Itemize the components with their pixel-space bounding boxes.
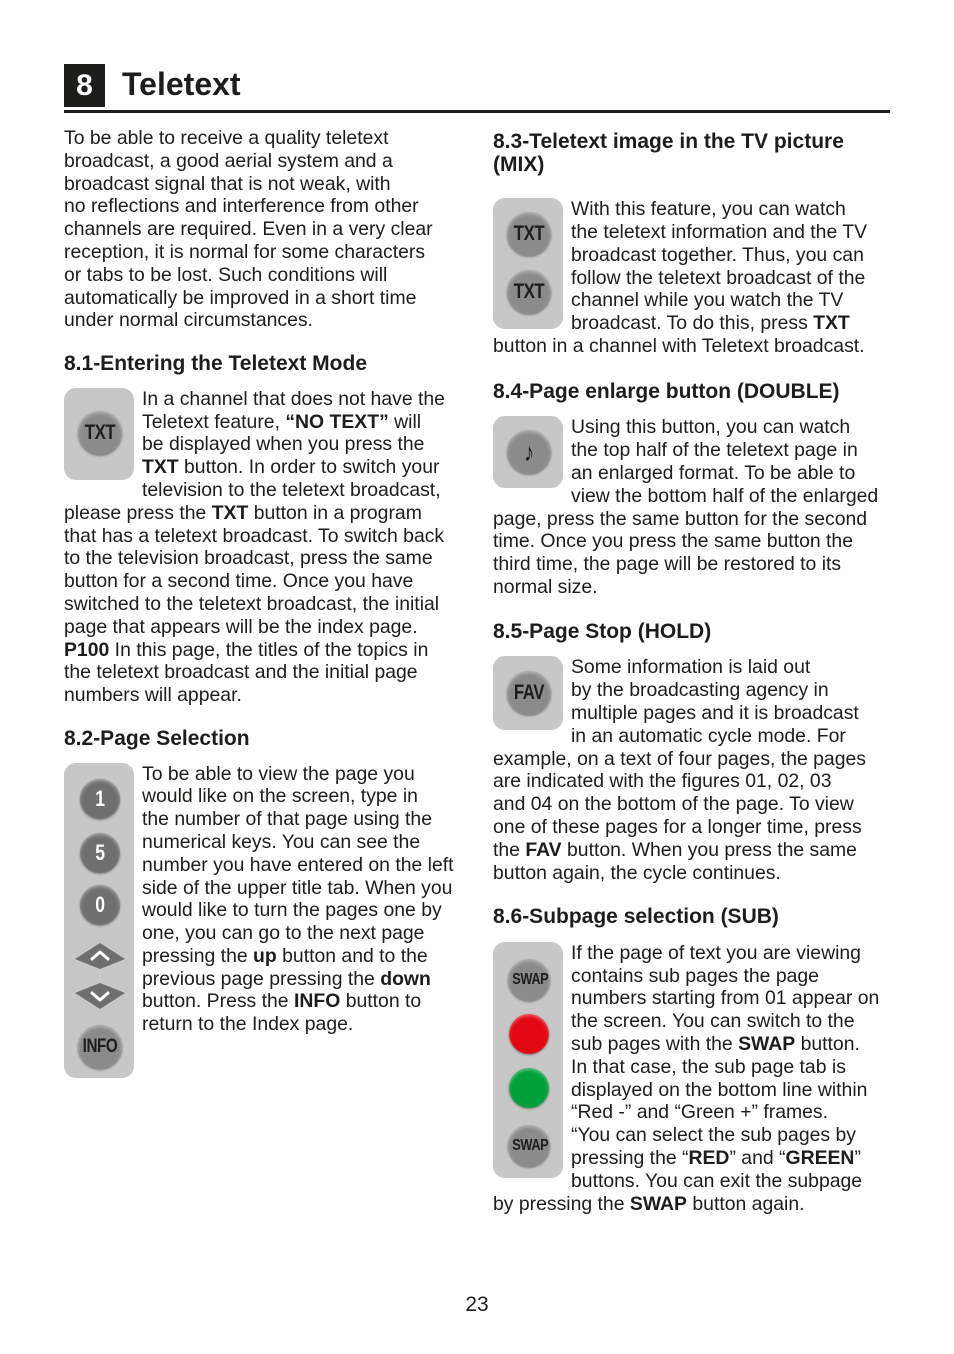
intro-line: broadcast signal that is not weak, with — [64, 172, 391, 195]
text-line: one, you can go to the next page — [142, 922, 425, 945]
text-line: P100 In this page, the titles of the topics in — [64, 638, 429, 661]
text-line: normal size. — [493, 575, 598, 598]
red-button-icon — [509, 1014, 549, 1054]
text-line: the number of that page using the — [142, 808, 432, 831]
text-line: numbers will appear. — [64, 684, 242, 707]
section-8-3-body — [493, 198, 893, 358]
text-line: TXT button. In order to switch your — [142, 456, 440, 479]
text-line: numerical keys. You can see the — [142, 830, 421, 853]
text-line: broadcast. To do this, press TXT — [571, 312, 850, 335]
section-8-6-body — [493, 942, 893, 1216]
intro-line: channels are required. Even in a very clear — [64, 218, 433, 241]
intro-line: automatically be improved in a short time — [64, 286, 417, 309]
txt-button-icon: TXT — [507, 270, 551, 314]
text-line: in an automatic cycle mode. For — [571, 724, 846, 747]
text-line: example, on a text of four pages, the pages — [493, 747, 866, 770]
text-line: page that appears will be the index page. — [64, 615, 418, 638]
text-line: side of the upper title tab. When you — [142, 876, 453, 899]
left-column — [64, 127, 464, 1078]
txt-button-icon: TXT — [78, 411, 122, 455]
intro-line: under normal circumstances. — [64, 309, 313, 332]
intro-line: To be able to receive a quality teletext — [64, 127, 389, 149]
text-line: to the television broadcast, press the same — [64, 547, 433, 570]
text-line: that has a teletext broadcast. To switch back — [64, 524, 445, 547]
swap-button-icon: SWAP — [508, 1125, 550, 1167]
section-8-2-body — [64, 762, 464, 1057]
txt-remote-panel — [64, 388, 134, 480]
text-line: To be able to view the page you — [142, 762, 415, 785]
text-line: view the bottom half of the enlarged — [571, 484, 879, 507]
text-line: and 04 on the bottom of the page. To view — [493, 793, 854, 816]
txt-button-icon: TXT — [507, 212, 551, 256]
text-line: the teletext information and the TV — [571, 220, 868, 243]
text-line: page, press the same button for the second — [493, 507, 868, 530]
section-8-5-body — [493, 656, 893, 884]
text-line: follow the teletext broadcast of the — [571, 266, 866, 289]
music-note-icon: ♪ — [507, 430, 551, 474]
swap-button-icon: SWAP — [508, 959, 550, 1001]
section-title-8-4: 8.4-Page enlarge button (DOUBLE) — [493, 379, 840, 403]
section-title-8-1: 8.1-Entering the Teletext Mode — [64, 352, 367, 376]
section-8-1-body — [64, 388, 464, 707]
numeric-remote-panel — [64, 763, 134, 1078]
text-line: are indicated with the figures 01, 02, 03 — [493, 770, 832, 793]
fav-remote-panel — [493, 656, 563, 730]
text-line: “Red -” and “Green +” frames. — [571, 1101, 829, 1124]
text-line: an enlarged format. To be able to — [571, 461, 856, 484]
green-button-icon — [509, 1068, 549, 1108]
text-line: button again, the cycle continues. — [493, 861, 781, 884]
intro-paragraph — [64, 127, 464, 332]
text-line: channel while you watch the TV — [571, 289, 844, 312]
text-line: pressing the “RED” and “GREEN” — [571, 1147, 861, 1170]
right-column — [493, 131, 893, 1215]
chapter-title: Teletext — [122, 66, 241, 102]
text-line: In a channel that does not have the — [142, 387, 445, 410]
section-title-8-3: 8.3-Teletext image in the TV picture (MIX) — [493, 130, 844, 176]
text-line: Teletext feature, “NO TEXT” will — [142, 410, 422, 433]
fav-button-icon: FAV — [507, 671, 551, 715]
text-line: the top half of the teletext page in — [571, 439, 858, 462]
text-line: With this feature, you can watch — [571, 198, 846, 221]
chapter-number: 8 — [64, 64, 105, 107]
text-line: button. Press the INFO button to — [142, 990, 422, 1013]
text-line: displayed on the bottom line within — [571, 1078, 868, 1101]
text-line: multiple pages and it is broadcast — [571, 701, 859, 724]
chapter-header — [64, 64, 890, 113]
mix-remote-panel — [493, 198, 563, 329]
swap-remote-panel — [493, 942, 563, 1178]
number-1-button-icon: 1 — [80, 779, 120, 819]
text-line: time. Once you press the same button the — [493, 530, 853, 553]
text-line: return to the Index page. — [142, 1013, 354, 1036]
text-line: previous page pressing the down — [142, 967, 431, 990]
text-line: sub pages with the SWAP button. — [571, 1033, 860, 1056]
text-line: numbers starting from 01 appear on — [571, 987, 880, 1010]
text-line: would like to turn the pages one by — [142, 899, 442, 922]
text-line: If the page of text you are viewing — [571, 941, 861, 964]
text-line: “You can select the sub pages by — [571, 1124, 856, 1147]
text-line: number you have entered on the left — [142, 853, 454, 876]
text-line: be displayed when you press the — [142, 433, 425, 456]
text-line: Some information is laid out — [571, 656, 811, 679]
text-line: the teletext broadcast and the initial page — [64, 661, 418, 684]
text-line: please press the TXT button in a program — [64, 501, 422, 524]
number-0-button-icon: 0 — [80, 885, 120, 925]
down-arrow-icon — [71, 981, 129, 1013]
intro-line: broadcast, a good aerial system and a — [64, 149, 393, 172]
text-line: the screen. You can switch to the — [571, 1010, 855, 1033]
up-arrow-icon — [71, 939, 129, 971]
text-line: broadcast together. Thus, you can — [571, 243, 864, 266]
page-number: 23 — [465, 1293, 489, 1316]
text-line: one of these pages for a longer time, press — [493, 815, 862, 838]
text-line: In that case, the sub page tab is — [571, 1055, 846, 1078]
text-line: by pressing the SWAP button again. — [493, 1192, 805, 1215]
double-remote-panel — [493, 416, 563, 488]
text-line: the FAV button. When you press the same — [493, 838, 857, 861]
section-title-8-5: 8.5-Page Stop (HOLD) — [493, 619, 712, 643]
text-line: button for a second time. Once you have — [64, 570, 414, 593]
intro-line: no reflections and interference from other — [64, 195, 419, 218]
text-line: Using this button, you can watch — [571, 416, 851, 439]
text-line: button in a channel with Teletext broadcast. — [493, 334, 865, 357]
text-line: by the broadcasting agency in — [571, 679, 829, 702]
text-line: would like on the screen, type in — [142, 785, 418, 808]
text-line: switched to the teletext broadcast, the initial — [64, 592, 440, 615]
text-line: third time, the page will be restored to its — [493, 553, 842, 576]
section-8-4-body — [493, 416, 893, 598]
text-line: buttons. You can exit the subpage — [571, 1169, 863, 1192]
text-line: pressing the up button and to the — [142, 944, 428, 967]
intro-line: reception, it is normal for some characters — [64, 240, 426, 263]
section-title-8-6: 8.6-Subpage selection (SUB) — [493, 905, 779, 929]
text-line: contains sub pages the page — [571, 964, 819, 987]
text-line: television to the teletext broadcast, — [142, 478, 441, 501]
intro-line: or tabs to be lost. Such conditions will — [64, 263, 388, 286]
section-title-8-2: 8.2-Page Selection — [64, 726, 250, 750]
number-5-button-icon: 5 — [80, 833, 120, 873]
info-button-icon: INFO — [78, 1025, 122, 1069]
